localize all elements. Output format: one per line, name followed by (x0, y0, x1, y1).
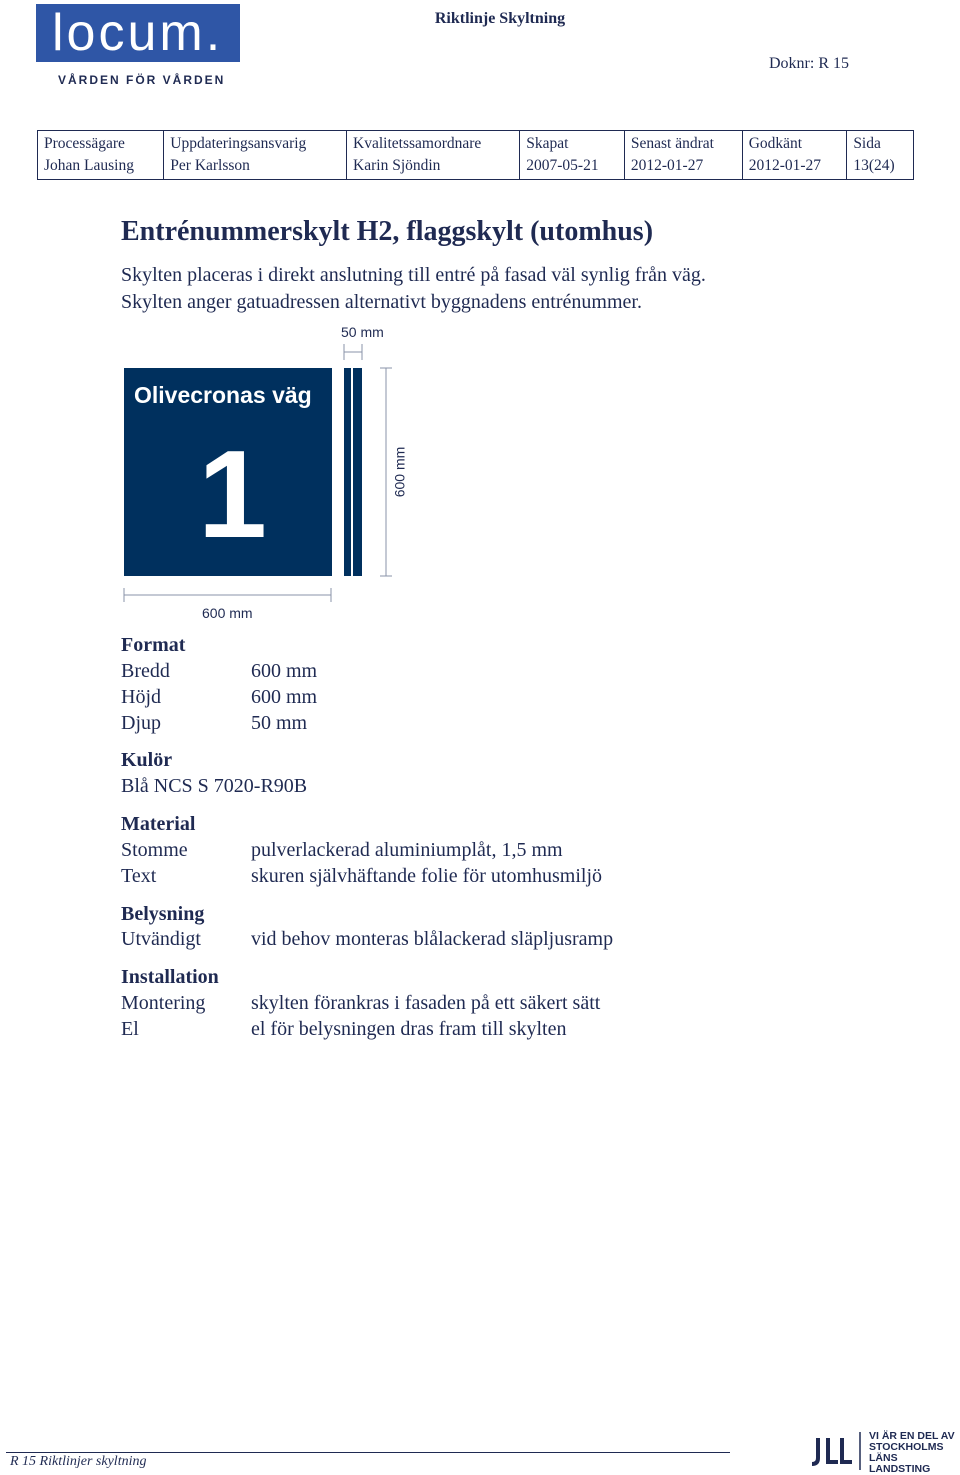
color-value: Blå NCS S 7020-R90B (121, 775, 308, 797)
meta-header-cell: Kvalitetssamordnare (347, 131, 520, 156)
spec-label: Bredd (121, 660, 170, 682)
spec-label: Höjd (121, 686, 161, 708)
spec-value: skuren självhäftande folie för utomhusmiljö (251, 865, 603, 887)
document-number: Doknr: R 15 (769, 55, 849, 72)
depth-dimension-label: 50 mm (341, 324, 384, 340)
meta-value-cell: 2012-01-27 (742, 155, 847, 180)
spec-value: el för belysningen dras fram till skylten (251, 1018, 567, 1040)
spec-value: pulverlackerad aluminiumplåt, 1,5 mm (251, 839, 563, 861)
meta-value-cell: 2007-05-21 (520, 155, 625, 180)
meta-value-cell: Per Karlsson (164, 155, 347, 180)
spec-label: El (121, 1018, 139, 1040)
height-dimension-label: 600 mm (391, 446, 408, 498)
sign-street-name: Olivecronas väg (134, 382, 312, 408)
sll-line: LÄNS LANDSTING (869, 1452, 931, 1475)
sign-front-view (124, 368, 332, 576)
meta-header-cell: Skapat (520, 131, 625, 156)
spec-value: skylten förankras i fasaden på ett säkert sätt (251, 992, 601, 1014)
meta-header-cell: Processägare (38, 131, 164, 156)
document-title: Riktlinje Skyltning (434, 10, 566, 27)
spec-value: 50 mm (251, 712, 308, 734)
sll-line: VI ÄR EN DEL AV (869, 1430, 955, 1442)
sll-logo-icon (812, 1432, 862, 1470)
meta-header-cell: Godkänt (742, 131, 847, 156)
meta-value-cell: 2012-01-27 (624, 155, 742, 180)
material-heading: Material (121, 813, 196, 835)
width-dimension-label: 600 mm (202, 605, 253, 621)
sign-side-view (344, 368, 362, 576)
intro-line: Skylten placeras i direkt anslutning till entré på fasad väl synlig från väg. (121, 264, 706, 286)
section-title: Entrénummerskylt H2, flaggskylt (utomhus) (121, 216, 654, 247)
logo-wordmark: locum. (52, 4, 224, 62)
meta-header-cell: Sida (847, 131, 914, 156)
meta-header-cell: Senast ändrat (624, 131, 742, 156)
color-heading: Kulör (121, 749, 173, 771)
footer-document-reference: R 15 Riktlinjer skyltning (10, 1454, 147, 1469)
spec-label: Utvändigt (121, 928, 201, 950)
intro-line: Skylten anger gatuadressen alternativt byggnadens entrénummer. (121, 291, 642, 313)
meta-value-cell: Johan Lausing (38, 155, 164, 180)
sll-logo-text (869, 1431, 960, 1475)
sign-side-divider (351, 368, 353, 576)
sign-entrance-number: 1 (198, 426, 267, 564)
lighting-heading: Belysning (121, 903, 205, 925)
meta-value-cell: 13(24) (847, 155, 914, 180)
spec-label: Stomme (121, 839, 188, 861)
sll-line: STOCKHOLMS (869, 1441, 944, 1453)
spec-label: Montering (121, 992, 206, 1014)
format-heading: Format (121, 634, 186, 656)
logo-tagline: VÅRDEN FÖR VÅRDEN (58, 73, 226, 87)
meta-header-cell: Uppdateringsansvarig (164, 131, 347, 156)
spec-value: 600 mm (251, 660, 318, 682)
spec-label: Djup (121, 712, 161, 734)
spec-value: vid behov monteras blålackerad släpljusramp (251, 928, 614, 950)
spec-value: 600 mm (251, 686, 318, 708)
installation-heading: Installation (121, 966, 219, 988)
footer-divider (6, 1452, 730, 1453)
spec-label: Text (121, 865, 157, 887)
meta-value-cell: Karin Sjöndin (347, 155, 520, 180)
